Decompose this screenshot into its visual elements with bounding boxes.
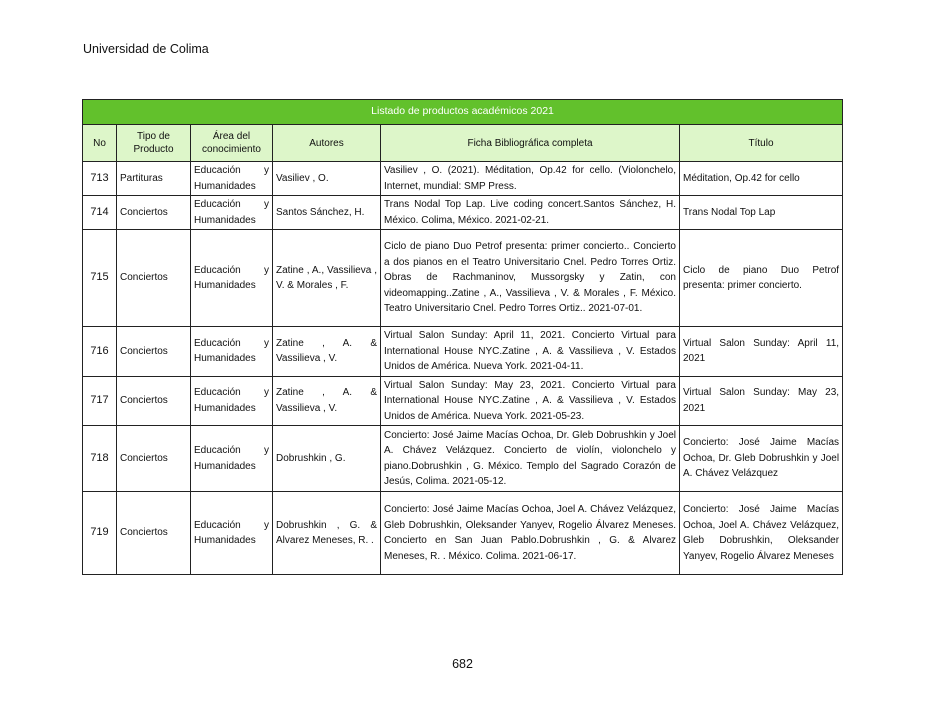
table-row <box>83 426 843 492</box>
cell-ficha: Virtual Salon Sunday: May 23, 2021. Concierto Virtual para International House NYC.Zatine , A. & Vassilieva , V. Estados Unidos de América. Nueva York. 2021-05-23. <box>381 376 680 426</box>
cell-ficha: Ciclo de piano Duo Petrof presenta: primer concierto.. Concierto a dos pianos en el Teatro Universitario Cnel. Pedro Torres Ortiz. Obras de Rachmaninov, Mussorgsky y Zatin, con videomapping..Zatine , A., Vassilieva , V. & Morales , F. México. Teatro Universitario Cnel. Pedro Torres Ortiz.. 2021-07-01. <box>381 230 680 327</box>
table-header-row <box>83 125 843 162</box>
products-table <box>82 99 843 575</box>
column-header-titulo: Título <box>680 125 843 162</box>
cell-titulo: Méditation, Op.42 for cello <box>680 162 843 196</box>
cell-area: Educación y Humanidades <box>191 327 273 377</box>
cell-ficha: Trans Nodal Top Lap. Live coding concert.Santos Sánchez, H. México. Colima, México. 2021-02-21. <box>381 196 680 230</box>
cell-tipo: Conciertos <box>117 196 191 230</box>
table-row <box>83 230 843 327</box>
cell-no: 714 <box>83 196 117 230</box>
cell-area: Educación y Humanidades <box>191 196 273 230</box>
table-row <box>83 492 843 575</box>
cell-tipo: Partituras <box>117 162 191 196</box>
cell-tipo: Conciertos <box>117 426 191 492</box>
column-header-tipo: Tipo de Producto <box>117 125 191 162</box>
cell-no: 719 <box>83 492 117 575</box>
cell-no: 717 <box>83 376 117 426</box>
running-header: Universidad de Colima <box>83 42 209 56</box>
cell-no: 715 <box>83 230 117 327</box>
cell-titulo: Virtual Salon Sunday: May 23, 2021 <box>680 376 843 426</box>
cell-area: Educación y Humanidades <box>191 162 273 196</box>
cell-area: Educación y Humanidades <box>191 492 273 575</box>
cell-titulo: Virtual Salon Sunday: April 11, 2021 <box>680 327 843 377</box>
table-row <box>83 162 843 196</box>
cell-no: 713 <box>83 162 117 196</box>
cell-tipo: Conciertos <box>117 376 191 426</box>
cell-ficha: Virtual Salon Sunday: April 11, 2021. Concierto Virtual para International House NYC.Zatine , A. & Vassilieva , V. Estados Unidos de América. Nueva York. 2021-04-11. <box>381 327 680 377</box>
cell-ficha: Vasiliev , O. (2021). Méditation, Op.42 for cello. (Violonchelo, Internet, mundial: SMP Press. <box>381 162 680 196</box>
cell-area: Educación y Humanidades <box>191 376 273 426</box>
cell-titulo: Concierto: José Jaime Macías Ochoa, Dr. Gleb Dobrushkin y Joel A. Chávez Velázquez <box>680 426 843 492</box>
column-header-no: No <box>83 125 117 162</box>
cell-autores: Zatine , A., Vassilieva , V. & Morales , F. <box>273 230 381 327</box>
table-row <box>83 196 843 230</box>
table-row <box>83 376 843 426</box>
cell-titulo: Concierto: José Jaime Macías Ochoa, Joel A. Chávez Velázquez, Gleb Dobrushkin, Oleksander Yanyev, Rogelio Álvarez Meneses <box>680 492 843 575</box>
table-title-row <box>83 100 843 125</box>
cell-ficha: Concierto: José Jaime Macías Ochoa, Dr. Gleb Dobrushkin y Joel A. Chávez Velázquez. Concierto de violín, violonchelo y piano.Dobrushkin , G. México. Templo del Sagrado Corazón de Jesús, Colima. 2021-05-12. <box>381 426 680 492</box>
cell-autores: Zatine , A. & Vassilieva , V. <box>273 327 381 377</box>
cell-ficha: Concierto: José Jaime Macías Ochoa, Joel A. Chávez Velázquez, Gleb Dobrushkin, Oleksander Yanyev, Rogelio Álvarez Meneses. Concierto en San Juan Pablo.Dobrushkin , G. & Alvarez Meneses, R. . México. Colima. 2021-06-17. <box>381 492 680 575</box>
cell-no: 718 <box>83 426 117 492</box>
column-header-area: Área del conocimiento <box>191 125 273 162</box>
cell-no: 716 <box>83 327 117 377</box>
table-title: Listado de productos académicos 2021 <box>83 100 843 125</box>
cell-autores: Dobrushkin , G. & Alvarez Meneses, R. . <box>273 492 381 575</box>
cell-autores: Dobrushkin , G. <box>273 426 381 492</box>
cell-titulo: Ciclo de piano Duo Petrof presenta: primer concierto. <box>680 230 843 327</box>
cell-autores: Vasiliev , O. <box>273 162 381 196</box>
column-header-autores: Autores <box>273 125 381 162</box>
cell-autores: Zatine , A. & Vassilieva , V. <box>273 376 381 426</box>
cell-tipo: Conciertos <box>117 492 191 575</box>
cell-area: Educación y Humanidades <box>191 426 273 492</box>
cell-titulo: Trans Nodal Top Lap <box>680 196 843 230</box>
table-row <box>83 327 843 377</box>
cell-tipo: Conciertos <box>117 327 191 377</box>
cell-autores: Santos Sánchez, H. <box>273 196 381 230</box>
column-header-ficha: Ficha Bibliográfica completa <box>381 125 680 162</box>
cell-tipo: Conciertos <box>117 230 191 327</box>
page-number: 682 <box>452 657 473 671</box>
cell-area: Educación y Humanidades <box>191 230 273 327</box>
